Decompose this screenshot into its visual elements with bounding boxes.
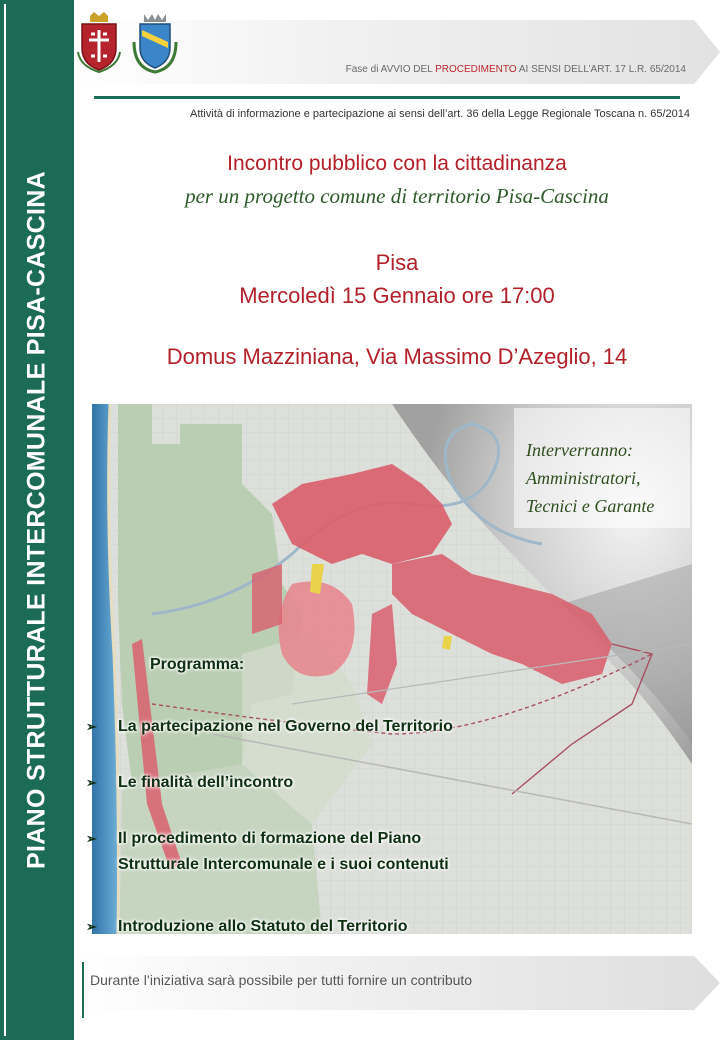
event-title: Incontro pubblico con la cittadinanza: [227, 152, 567, 175]
programme-title: Programma:: [150, 656, 245, 673]
pisa-crest-icon: [76, 12, 122, 74]
programme-item-text: La partecipazione nel Governo del Territorio: [118, 718, 453, 735]
legal-subline: Attività di informazione e partecipazione ai sensi dell’art. 36 della Legge Regionale Toscana n. 65/2014: [189, 108, 690, 120]
arrow-bullet-icon: ➢: [86, 919, 97, 934]
arrow-bullet-icon: ➢: [86, 831, 97, 846]
arrow-bullet-icon: ➢: [86, 775, 97, 790]
footer-text: Durante l’iniziativa sarà possibile per tutti fornire un contributo: [90, 972, 473, 988]
event-datetime: Mercoledì 15 Gennaio ore 17:00: [239, 283, 555, 308]
programme-item-text-continued: Strutturale Intercomunale e i suoi contenuti: [118, 856, 449, 873]
programme-item-text: Introduzione allo Statuto del Territorio: [118, 918, 408, 935]
footer-accent-line: [82, 962, 84, 1018]
header-note: Fase di AVVIO DEL PROCEDIMENTO AI SENSI DELL’ART. 17 L.R. 65/2014: [345, 64, 686, 75]
header-rule: [94, 96, 680, 99]
event-venue: Domus Mazziniana, Via Massimo D’Azeglio, 14: [166, 344, 628, 369]
event-city: Pisa: [375, 250, 419, 275]
cascina-crest-icon: [132, 12, 178, 74]
side-title: PIANO STRUTTURALE INTERCOMUNALE PISA-CASCINA: [22, 171, 51, 869]
arrow-bullet-icon: ➢: [86, 719, 97, 734]
speakers-line-amministratori: Amministratori,: [526, 468, 641, 488]
procedimento-highlight: PROCEDIMENTO: [435, 64, 517, 75]
speakers-line-tecnici: Tecnici e Garante: [526, 496, 655, 516]
programme-item-text: Il procedimento di formazione del Piano: [118, 830, 422, 847]
side-band: [0, 0, 74, 1040]
programme-item-text: Le finalità dell’incontro: [118, 774, 294, 791]
speakers-heading: Interverranno:: [526, 440, 633, 460]
speakers-box: [514, 408, 690, 528]
event-subtitle: per un progetto comune di territorio Pisa-Cascina: [185, 184, 609, 208]
